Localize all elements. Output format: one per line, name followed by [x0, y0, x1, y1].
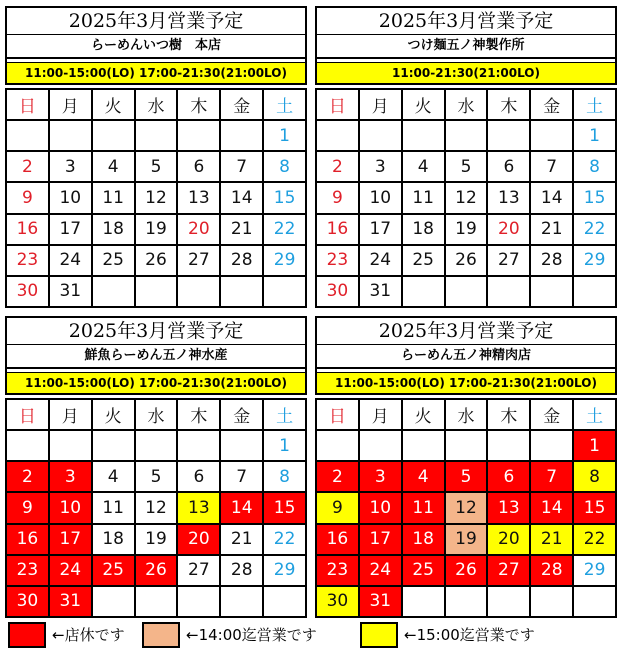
calendar-day: 27 [488, 556, 529, 585]
business-hours: 11:00-21:30(21:00LO) [317, 62, 615, 83]
weekday-header: 水 [446, 90, 487, 119]
panel-title: 2025年3月営業予定 [317, 8, 615, 35]
calendar-day: 2 [317, 152, 358, 181]
calendar-day: 5 [446, 152, 487, 181]
panel-header [5, 6, 307, 85]
weekday-header: 水 [136, 90, 177, 119]
calendar-day: 12 [136, 183, 177, 212]
calendar-day: 7 [531, 462, 572, 491]
legend-swatch-until-1500 [360, 622, 398, 648]
calendar-day: 16 [7, 525, 48, 554]
calendar-empty-cell [221, 277, 262, 306]
calendar-grid [315, 88, 617, 308]
calendar-day: 8 [574, 152, 615, 181]
calendar-day: 1 [264, 121, 305, 150]
business-hours: 11:00-15:00(LO) 17:00-21:30(21:00LO) [317, 372, 615, 393]
calendar-day: 13 [488, 183, 529, 212]
weekday-header: 木 [178, 400, 219, 429]
calendar-panel-suisan [5, 316, 307, 612]
calendar-day: 30 [317, 587, 358, 616]
calendar-empty-cell [7, 121, 48, 150]
calendar-day: 25 [93, 556, 134, 585]
calendar-empty-cell [221, 431, 262, 460]
calendar-day: 3 [360, 462, 401, 491]
shop-name: 鮮魚らーめん五ノ神水産 [7, 345, 305, 369]
calendar-empty-cell [488, 277, 529, 306]
weekday-header: 土 [264, 90, 305, 119]
calendar-grid [315, 398, 617, 618]
calendar-day: 19 [446, 525, 487, 554]
calendar-day: 19 [136, 525, 177, 554]
weekday-header: 日 [317, 400, 358, 429]
weekday-header: 日 [317, 90, 358, 119]
calendar-day: 29 [574, 556, 615, 585]
calendar-day: 21 [531, 525, 572, 554]
weekday-header: 月 [50, 400, 91, 429]
calendar-day: 1 [574, 121, 615, 150]
calendar-day: 16 [317, 215, 358, 244]
calendar-day: 21 [531, 215, 572, 244]
calendar-empty-cell [446, 277, 487, 306]
calendar-panel-honten [5, 6, 307, 302]
calendar-day: 30 [317, 277, 358, 306]
calendar-day: 12 [446, 183, 487, 212]
calendar-day: 13 [178, 493, 219, 522]
weekday-header: 金 [221, 90, 262, 119]
calendar-empty-cell [264, 587, 305, 616]
calendar-empty-cell [178, 121, 219, 150]
calendar-day: 1 [264, 431, 305, 460]
panel-title: 2025年3月営業予定 [7, 318, 305, 345]
panel-header [5, 316, 307, 395]
calendar-empty-cell [531, 431, 572, 460]
calendar-day: 20 [178, 215, 219, 244]
legend-swatch-until-1400 [142, 622, 180, 648]
weekday-header: 土 [574, 400, 615, 429]
calendar-empty-cell [403, 587, 444, 616]
calendar-day: 22 [264, 215, 305, 244]
calendar-panel-seinikuten [315, 316, 617, 612]
calendar-empty-cell [93, 121, 134, 150]
calendar-empty-cell [446, 431, 487, 460]
calendar-day: 6 [488, 152, 529, 181]
calendar-grid [5, 398, 307, 618]
calendar-day: 13 [178, 183, 219, 212]
legend-label-until-1400: ←14:00迄営業です [186, 626, 317, 644]
calendar-day: 26 [136, 246, 177, 275]
calendar-grid [5, 88, 307, 308]
calendar-day: 15 [264, 183, 305, 212]
calendar-day: 2 [317, 462, 358, 491]
calendar-day: 7 [531, 152, 572, 181]
calendar-day: 22 [264, 525, 305, 554]
calendar-day: 10 [360, 183, 401, 212]
calendar-empty-cell [488, 121, 529, 150]
calendar-day: 11 [93, 183, 134, 212]
calendar-panel-tsukemen [315, 6, 617, 302]
calendar-empty-cell [403, 121, 444, 150]
weekday-header: 火 [93, 400, 134, 429]
calendar-empty-cell [136, 587, 177, 616]
calendar-empty-cell [488, 431, 529, 460]
calendar-empty-cell [221, 587, 262, 616]
calendar-day: 13 [488, 493, 529, 522]
calendar-day: 11 [93, 493, 134, 522]
calendar-day: 9 [317, 183, 358, 212]
calendar-day: 30 [7, 277, 48, 306]
calendar-empty-cell [360, 121, 401, 150]
calendar-day: 25 [93, 246, 134, 275]
weekday-header: 木 [178, 90, 219, 119]
calendar-day: 31 [50, 587, 91, 616]
calendar-empty-cell [93, 587, 134, 616]
calendar-day: 5 [136, 462, 177, 491]
weekday-header: 水 [136, 400, 177, 429]
calendar-day: 15 [574, 493, 615, 522]
calendar-day: 9 [7, 183, 48, 212]
calendar-empty-cell [317, 121, 358, 150]
calendar-day: 4 [93, 152, 134, 181]
calendar-day: 3 [50, 152, 91, 181]
calendar-day: 7 [221, 462, 262, 491]
calendar-day: 22 [574, 525, 615, 554]
calendar-empty-cell [178, 277, 219, 306]
calendar-day: 17 [50, 525, 91, 554]
calendar-day: 18 [93, 215, 134, 244]
calendar-day: 23 [7, 246, 48, 275]
weekday-header: 金 [221, 400, 262, 429]
panel-header [315, 316, 617, 395]
calendar-day: 9 [317, 493, 358, 522]
calendar-day: 21 [221, 215, 262, 244]
weekday-header: 月 [360, 90, 401, 119]
calendar-day: 11 [403, 183, 444, 212]
calendar-day: 23 [317, 556, 358, 585]
calendar-day: 14 [221, 493, 262, 522]
legend-label-closed: ←店休です [52, 626, 125, 644]
calendar-day: 6 [178, 462, 219, 491]
calendar-day: 6 [178, 152, 219, 181]
calendar-empty-cell [531, 121, 572, 150]
calendar-day: 10 [50, 183, 91, 212]
calendar-day: 19 [136, 215, 177, 244]
weekday-header: 月 [360, 400, 401, 429]
calendar-day: 16 [317, 525, 358, 554]
calendar-day: 15 [264, 493, 305, 522]
weekday-header: 月 [50, 90, 91, 119]
calendar-day: 3 [50, 462, 91, 491]
calendar-day: 1 [574, 431, 615, 460]
calendar-empty-cell [221, 121, 262, 150]
calendar-day: 30 [7, 587, 48, 616]
calendar-day: 18 [93, 525, 134, 554]
calendar-empty-cell [50, 431, 91, 460]
calendar-day: 23 [7, 556, 48, 585]
weekday-header: 土 [574, 90, 615, 119]
calendar-day: 18 [403, 525, 444, 554]
calendar-empty-cell [446, 121, 487, 150]
calendar-day: 10 [50, 493, 91, 522]
weekday-header: 火 [403, 400, 444, 429]
calendar-day: 5 [136, 152, 177, 181]
calendar-empty-cell [7, 431, 48, 460]
panel-header [315, 6, 617, 85]
calendar-empty-cell [574, 277, 615, 306]
calendar-day: 21 [221, 525, 262, 554]
calendar-empty-cell [50, 121, 91, 150]
calendar-day: 12 [446, 493, 487, 522]
calendar-day: 4 [403, 462, 444, 491]
weekday-header: 火 [93, 90, 134, 119]
weekday-header: 金 [531, 400, 572, 429]
calendar-day: 19 [446, 215, 487, 244]
calendar-day: 3 [360, 152, 401, 181]
legend-swatch-closed [8, 622, 46, 648]
weekday-header: 日 [7, 90, 48, 119]
calendar-day: 17 [360, 525, 401, 554]
calendar-day: 29 [264, 556, 305, 585]
calendar-day: 26 [446, 246, 487, 275]
panel-title: 2025年3月営業予定 [7, 8, 305, 35]
calendar-day: 31 [50, 277, 91, 306]
weekday-header: 日 [7, 400, 48, 429]
calendar-day: 6 [488, 462, 529, 491]
legend-label-until-1500: ←15:00迄営業です [404, 626, 535, 644]
weekday-header: 木 [488, 400, 529, 429]
calendar-empty-cell [317, 431, 358, 460]
calendar-day: 28 [221, 246, 262, 275]
calendar-empty-cell [531, 277, 572, 306]
calendar-day: 23 [317, 246, 358, 275]
calendar-day: 20 [178, 525, 219, 554]
shop-name: つけ麺五ノ神製作所 [317, 35, 615, 59]
calendar-day: 8 [574, 462, 615, 491]
calendar-empty-cell [136, 121, 177, 150]
business-hours: 11:00-15:00(LO) 17:00-21:30(21:00LO) [7, 62, 305, 83]
legend [0, 622, 625, 652]
weekday-header: 金 [531, 90, 572, 119]
calendar-day: 14 [221, 183, 262, 212]
calendar-empty-cell [93, 431, 134, 460]
calendar-day: 8 [264, 462, 305, 491]
weekday-header: 火 [403, 90, 444, 119]
weekday-header: 水 [446, 400, 487, 429]
calendar-day: 24 [360, 246, 401, 275]
business-hours: 11:00-15:00(LO) 17:00-21:30(21:00LO) [7, 372, 305, 393]
calendar-day: 9 [7, 493, 48, 522]
calendar-day: 20 [488, 525, 529, 554]
calendar-day: 26 [446, 556, 487, 585]
calendar-empty-cell [574, 587, 615, 616]
calendar-day: 16 [7, 215, 48, 244]
calendar-day: 20 [488, 215, 529, 244]
calendar-day: 24 [50, 246, 91, 275]
calendar-empty-cell [446, 587, 487, 616]
calendar-day: 2 [7, 152, 48, 181]
calendar-empty-cell [93, 277, 134, 306]
calendar-empty-cell [488, 587, 529, 616]
calendar-day: 15 [574, 183, 615, 212]
shop-name: らーめんいつ樹 本店 [7, 35, 305, 59]
calendar-day: 8 [264, 152, 305, 181]
weekday-header: 木 [488, 90, 529, 119]
calendar-day: 14 [531, 183, 572, 212]
shop-name: らーめん五ノ神精肉店 [317, 345, 615, 369]
calendar-empty-cell [136, 277, 177, 306]
panel-title: 2025年3月営業予定 [317, 318, 615, 345]
calendar-day: 17 [360, 215, 401, 244]
calendar-day: 4 [403, 152, 444, 181]
calendar-day: 31 [360, 277, 401, 306]
calendar-day: 29 [264, 246, 305, 275]
calendar-empty-cell [360, 431, 401, 460]
calendar-day: 7 [221, 152, 262, 181]
calendar-empty-cell [403, 431, 444, 460]
calendar-empty-cell [136, 431, 177, 460]
calendar-day: 17 [50, 215, 91, 244]
calendar-day: 28 [531, 246, 572, 275]
calendar-empty-cell [264, 277, 305, 306]
calendar-day: 14 [531, 493, 572, 522]
calendar-empty-cell [403, 277, 444, 306]
calendar-day: 24 [50, 556, 91, 585]
calendar-day: 4 [93, 462, 134, 491]
calendar-day: 27 [488, 246, 529, 275]
calendar-day: 28 [221, 556, 262, 585]
calendar-day: 5 [446, 462, 487, 491]
calendar-day: 31 [360, 587, 401, 616]
calendar-day: 28 [531, 556, 572, 585]
calendar-day: 12 [136, 493, 177, 522]
calendar-day: 10 [360, 493, 401, 522]
calendar-day: 27 [178, 246, 219, 275]
weekday-header: 土 [264, 400, 305, 429]
calendar-day: 18 [403, 215, 444, 244]
calendar-empty-cell [178, 431, 219, 460]
calendar-day: 25 [403, 246, 444, 275]
calendar-day: 2 [7, 462, 48, 491]
calendar-day: 29 [574, 246, 615, 275]
calendar-day: 26 [136, 556, 177, 585]
calendar-day: 27 [178, 556, 219, 585]
calendar-day: 25 [403, 556, 444, 585]
calendar-day: 11 [403, 493, 444, 522]
calendar-empty-cell [178, 587, 219, 616]
calendar-empty-cell [531, 587, 572, 616]
calendar-day: 22 [574, 215, 615, 244]
calendar-day: 24 [360, 556, 401, 585]
